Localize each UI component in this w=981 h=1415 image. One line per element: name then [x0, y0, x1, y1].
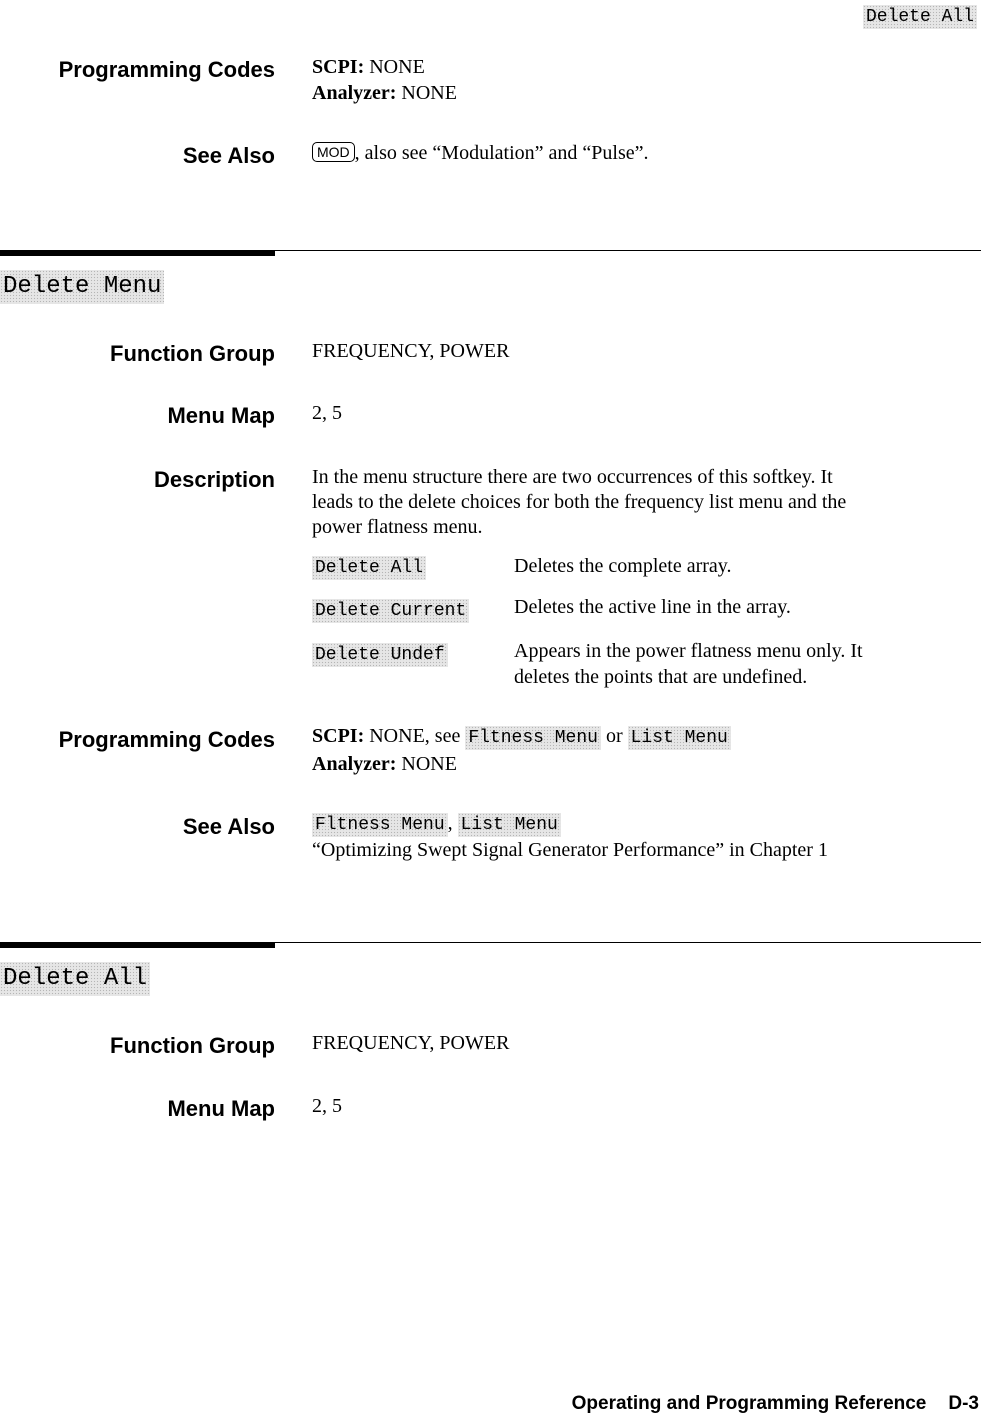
see-also-label: See Also: [182, 143, 275, 168]
softkey-fltness-menu: Fltness Menu: [312, 813, 448, 837]
scpi-value: NONE, see: [369, 725, 461, 747]
def-text-delete-undef-1: Appears in the power flatness menu only. It: [514, 640, 863, 662]
def-key-delete-current: Delete Current: [312, 599, 469, 623]
section-divider-bar: [0, 250, 275, 256]
see-also-description: , also see “Modulation” and “Pulse”.: [354, 142, 649, 164]
programming-codes-analyzer: [312, 81, 457, 106]
softkey-list-menu: List Menu: [458, 813, 561, 837]
function-group-label: Function Group: [110, 1033, 275, 1058]
programming-codes-label: Programming Codes: [58, 57, 275, 82]
see-also-text: [312, 141, 648, 166]
description-line-3: power flatness menu.: [312, 516, 483, 538]
softkey-list-menu: List Menu: [628, 726, 731, 750]
programming-codes-label: Programming Codes: [58, 727, 275, 752]
description-line-2: leads to the delete choices for both the frequency list menu and the: [312, 491, 847, 513]
menu-map-value: 2, 5: [312, 402, 342, 424]
function-group-label: Function Group: [110, 341, 275, 366]
footer-title: Operating and Programming Reference: [571, 1393, 927, 1414]
see-also-reference: “Optimizing Swept Signal Generator Performance” in Chapter 1: [312, 839, 828, 861]
page-number: D-3: [948, 1393, 979, 1414]
description-label: Description: [153, 467, 275, 492]
scpi-label: SCPI:: [312, 725, 365, 747]
see-also-separator: ,: [447, 812, 453, 834]
analyzer-label: Analyzer:: [312, 82, 397, 104]
menu-map-label: Menu Map: [167, 1096, 275, 1121]
header-softkey-delete-all: Delete All: [863, 5, 977, 29]
function-group-value: FREQUENCY, POWER: [312, 1032, 510, 1054]
see-also-label: See Also: [182, 814, 275, 839]
menu-map-value: 2, 5: [312, 1095, 342, 1117]
function-group-value: FREQUENCY, POWER: [312, 340, 510, 362]
def-text-delete-undef-2: deletes the points that are undefined.: [514, 666, 808, 688]
def-text-delete-all: Deletes the complete array.: [514, 555, 732, 577]
section-divider-bar: [0, 942, 275, 948]
menu-map-label: Menu Map: [167, 403, 275, 428]
programming-codes-scpi: [312, 55, 425, 80]
description-line-1: In the menu structure there are two occurrences of this softkey. It: [312, 466, 833, 488]
scpi-value: NONE: [369, 56, 425, 78]
section-title-delete-menu: Delete Menu: [0, 270, 164, 304]
analyzer-label: Analyzer:: [312, 753, 397, 775]
def-text-delete-current: Deletes the active line in the array.: [514, 596, 791, 618]
programming-codes-analyzer: [312, 752, 457, 777]
scpi-label: SCPI:: [312, 56, 365, 78]
page-footer: [572, 1393, 979, 1415]
analyzer-value: NONE: [401, 753, 457, 775]
def-key-delete-all: Delete All: [312, 556, 426, 580]
scpi-or: or: [605, 725, 623, 747]
see-also-keys: [312, 811, 561, 837]
programming-codes-scpi: [312, 724, 731, 750]
softkey-fltness-menu: Fltness Menu: [465, 726, 601, 750]
section-title-delete-all: Delete All: [0, 962, 150, 996]
analyzer-value: NONE: [401, 82, 457, 104]
def-key-delete-undef: Delete Undef: [312, 643, 448, 667]
mod-hardkey: MOD: [312, 142, 355, 162]
